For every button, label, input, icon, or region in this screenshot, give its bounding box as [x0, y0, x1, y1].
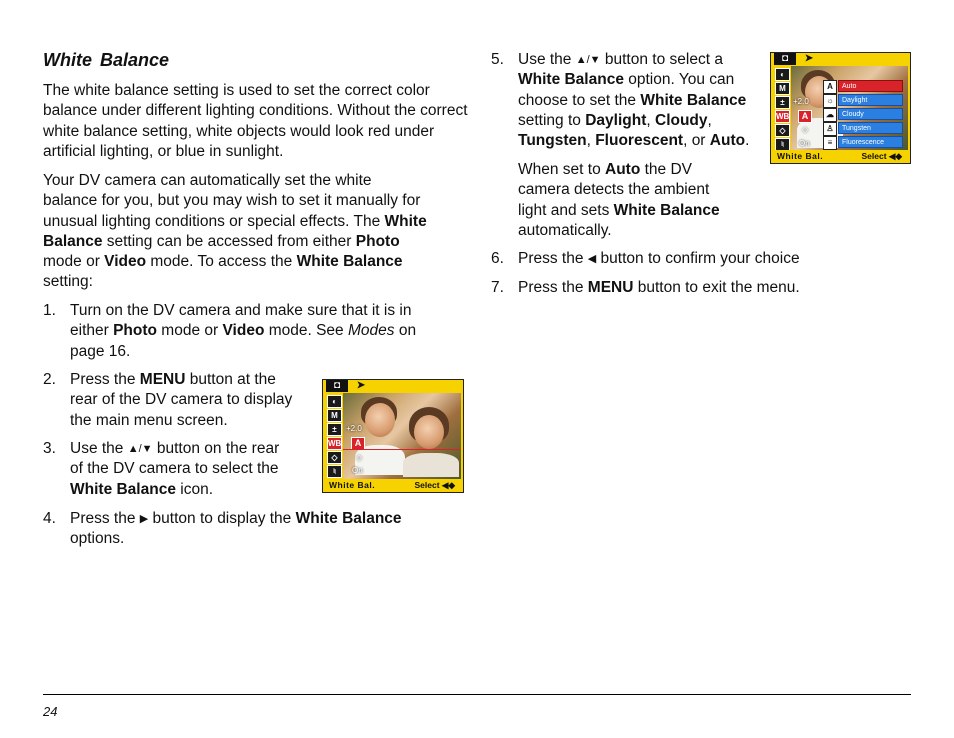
- exposure-icon: ±: [327, 423, 342, 436]
- footer-hint: Select ◀◆: [414, 480, 455, 490]
- white-balance-icon: WB: [776, 112, 790, 121]
- option-label: Auto: [838, 80, 903, 92]
- page-number: 24: [43, 704, 58, 719]
- screen-footer: [323, 479, 463, 492]
- step-4: 4. Press the ▶ button to display the White Balance options.: [43, 510, 402, 548]
- step-number: 7.: [491, 279, 504, 296]
- para2-line: mode or Video mode. To access the White Balance: [43, 253, 403, 271]
- option-label: Cloudy: [838, 108, 903, 120]
- microphone-icon: ♮: [327, 465, 342, 478]
- left-arrow-icon: ◀: [587, 253, 597, 265]
- option-label: Tungsten: [838, 122, 903, 134]
- step-1: 1. Turn on the DV camera and make sure that it is in either Photo mode or Video mode. See Modes on page 16.: [43, 302, 417, 360]
- sharpness-value-icon: ◇: [802, 125, 809, 134]
- auto-icon: A: [823, 80, 837, 94]
- para2-line: unusual lighting conditions or special effects. The White: [43, 212, 427, 230]
- sharpness-value-icon: ◇: [356, 453, 363, 462]
- white-balance-options-screenshot: [770, 52, 911, 164]
- option-tungsten[interactable]: [823, 122, 903, 135]
- footer-hint: Select ◀◆: [861, 151, 902, 161]
- option-auto[interactable]: [823, 80, 903, 93]
- footer-divider: [43, 694, 911, 695]
- para2-line: Your DV camera can automatically set the white: [43, 172, 372, 189]
- step-number: 6.: [491, 250, 504, 267]
- step-number: 5.: [491, 51, 504, 68]
- option-fluorescence[interactable]: [823, 136, 903, 149]
- audio-value: On: [799, 139, 810, 148]
- fluorescent-lamp-icon: ≡: [823, 136, 837, 150]
- step-number: 4.: [43, 510, 56, 527]
- auto-note: When set to Auto the DV camera detects the ambient light and sets White Balance automatically.: [518, 161, 720, 239]
- mode-m-icon: M: [327, 409, 342, 422]
- right-arrow-icon: ▶: [139, 513, 149, 525]
- step-6: 6. Press the ◀ button to confirm your choice: [491, 249, 911, 271]
- intro-paragraph: The white balance setting is used to set the correct color balance under different lighting conditions. Without the correct white balance setting, white objects would look red under artificial lighting, or blue in sunlight.: [43, 82, 468, 160]
- brightness-icon: ◐: [327, 395, 342, 408]
- access-paragraph: [43, 171, 473, 293]
- menu-tabs: [323, 380, 463, 393]
- sharpness-icon: ◇: [775, 124, 790, 137]
- option-daylight[interactable]: [823, 94, 903, 107]
- sharpness-icon: ◇: [327, 451, 342, 464]
- brightness-icon: ◐: [775, 68, 790, 81]
- microphone-icon: ♮: [775, 138, 790, 151]
- para2-line: setting:: [43, 273, 93, 291]
- option-cloudy[interactable]: [823, 108, 903, 121]
- step-7: 7. Press the MENU button to exit the menu.: [491, 278, 911, 300]
- exposure-value: +2.0: [346, 424, 362, 433]
- exposure-icon: ±: [775, 96, 790, 109]
- camera-tab-icon: ◘: [774, 53, 796, 65]
- cloud-icon: ☁: [823, 108, 837, 122]
- step-2: 2. Press the MENU button at the rear of the DV camera to display the main menu screen.: [43, 371, 293, 429]
- camera-menu-screenshot: [322, 379, 464, 493]
- camera-tab-icon: ◘: [326, 380, 348, 392]
- up-down-arrow-icon: ▲/▼: [127, 443, 153, 455]
- step-number: 2.: [43, 371, 56, 388]
- mode-m-icon: M: [775, 82, 790, 95]
- screen-footer: [771, 150, 910, 163]
- step-number: 1.: [43, 302, 56, 319]
- white-balance-value: A: [351, 437, 365, 450]
- white-balance-icon: WB: [328, 439, 342, 448]
- white-balance-value: A: [798, 110, 812, 123]
- exposure-value: +2.0: [793, 97, 809, 106]
- option-label: Fluorescence: [838, 136, 903, 148]
- menu-tabs: [771, 53, 910, 66]
- tungsten-bulb-icon: ♙: [823, 122, 837, 136]
- para2-line: Balance setting can be accessed from either Photo: [43, 232, 400, 250]
- up-down-arrow-icon: ▲/▼: [575, 54, 601, 66]
- settings-tab-icon: ➤: [798, 53, 820, 65]
- settings-tab-icon: ➤: [350, 380, 372, 392]
- step-5: 5. Use the ▲/▼ button to select a White Balance option. You can choose to set the White Balance setting to Daylight, Cloudy, Tungsten, Fluorescent, or Auto.: [491, 51, 750, 150]
- sun-icon: ☼: [823, 94, 837, 108]
- selection-line: [343, 449, 461, 450]
- step-number: 3.: [43, 440, 56, 457]
- footer-title: White Bal.: [329, 480, 376, 490]
- section-heading: White Balance: [43, 50, 170, 70]
- option-label: Daylight: [838, 94, 903, 106]
- footer-title: White Bal.: [777, 151, 824, 161]
- audio-value: On: [352, 466, 363, 475]
- step-3: 3. Use the ▲/▼ button on the rear of the DV camera to select the White Balance icon.: [43, 440, 280, 498]
- para2-line: balance for you, but you may wish to set it manually for: [43, 192, 421, 210]
